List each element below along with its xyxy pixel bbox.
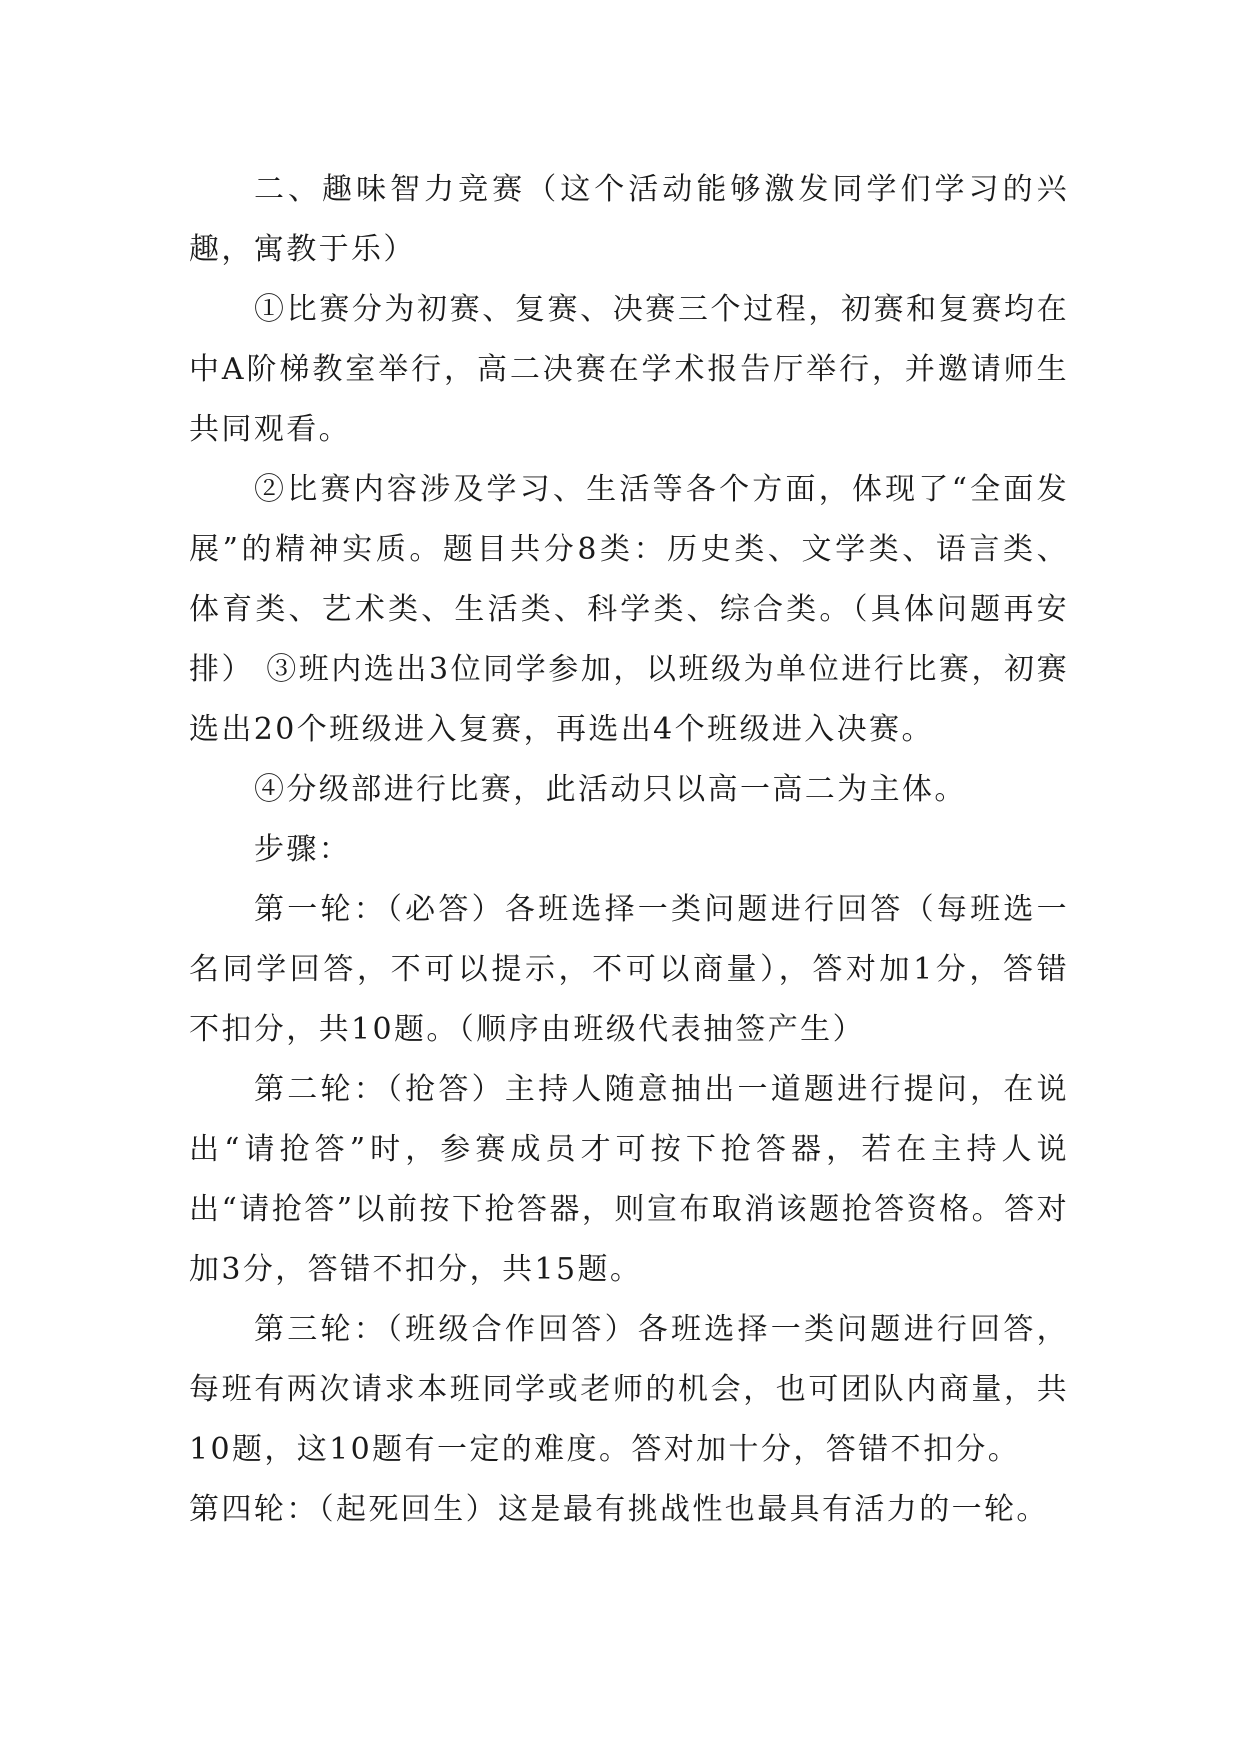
paragraph-round-1: 第一轮：（必答）各班选择一类问题进行回答（每班选一名同学回答，不可以提示，不可以商量），答对加1分，答错不扣分，共10题。（顺序由班级代表抽签产生）	[189, 892, 1069, 1047]
paragraph-rule-4: ④分级部进行比赛，此活动只以高一高二为主体。	[254, 772, 967, 807]
steps-label: 步骤：	[254, 832, 352, 867]
document-body	[189, 160, 1069, 1540]
paragraph-rule-2-3: ②比赛内容涉及学习、生活等各个方面，体现了“全面发展”的精神实质。题目共分8类：历史类、文学类、语言类、体育类、艺术类、生活类、科学类、综合类。（具体问题再安排） ③班内选出3位同学参加，以班级为单位进行比赛，初赛选出20个班级进入复赛，再选出4个班级进入决赛。	[189, 472, 1069, 747]
section-heading: 二、趣味智力竞赛（这个活动能够激发同学们学习的兴趣，寓教于乐）	[189, 172, 1069, 267]
paragraph-rule-1: ①比赛分为初赛、复赛、决赛三个过程，初赛和复赛均在中A阶梯教室举行，高二决赛在学术报告厅举行，并邀请师生共同观看。	[189, 292, 1069, 447]
paragraph-round-3: 第三轮：（班级合作回答）各班选择一类问题进行回答，每班有两次请求本班同学或老师的机会，也可团队内商量，共10题，这10题有一定的难度。答对加十分，答错不扣分。	[189, 1312, 1069, 1467]
paragraph-round-2: 第二轮：（抢答）主持人随意抽出一道题进行提问，在说出“请抢答”时，参赛成员才可按下抢答器，若在主持人说出“请抢答”以前按下抢答器，则宣布取消该题抢答资格。答对加3分，答错不扣分，共15题。	[189, 1072, 1069, 1287]
paragraph-round-4: 第四轮：（起死回生）这是最有挑战性也最具有活力的一轮。	[189, 1492, 1049, 1527]
